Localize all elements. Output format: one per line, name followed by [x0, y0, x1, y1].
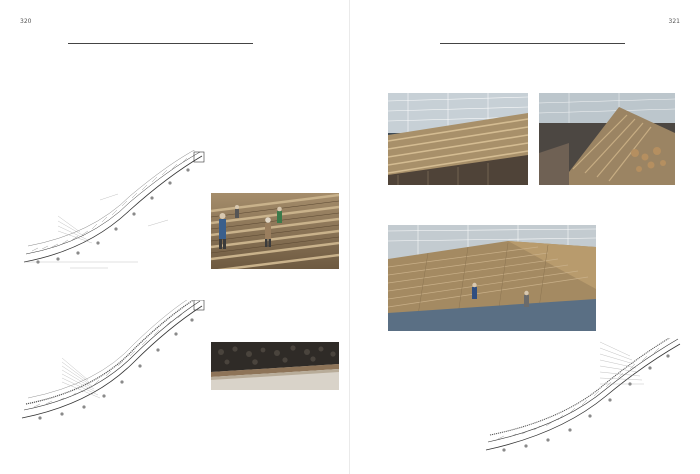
header-rule-left — [68, 43, 253, 44]
header-rule-right — [440, 43, 625, 44]
roof-section-drawing-3 — [480, 338, 685, 456]
rafter-frame-photo — [388, 93, 528, 185]
clay-roofing-photo — [539, 93, 675, 185]
roof-boarding-photo — [388, 225, 596, 331]
roof-section-drawing-2 — [18, 300, 208, 430]
page-number-right: 321 — [668, 18, 680, 25]
page-number-left: 320 — [20, 18, 32, 25]
roof-section-drawing-1 — [18, 150, 208, 275]
rafter-installation-photo — [211, 193, 339, 269]
right-page — [350, 0, 700, 474]
roof-layer-section-photo — [211, 342, 339, 390]
